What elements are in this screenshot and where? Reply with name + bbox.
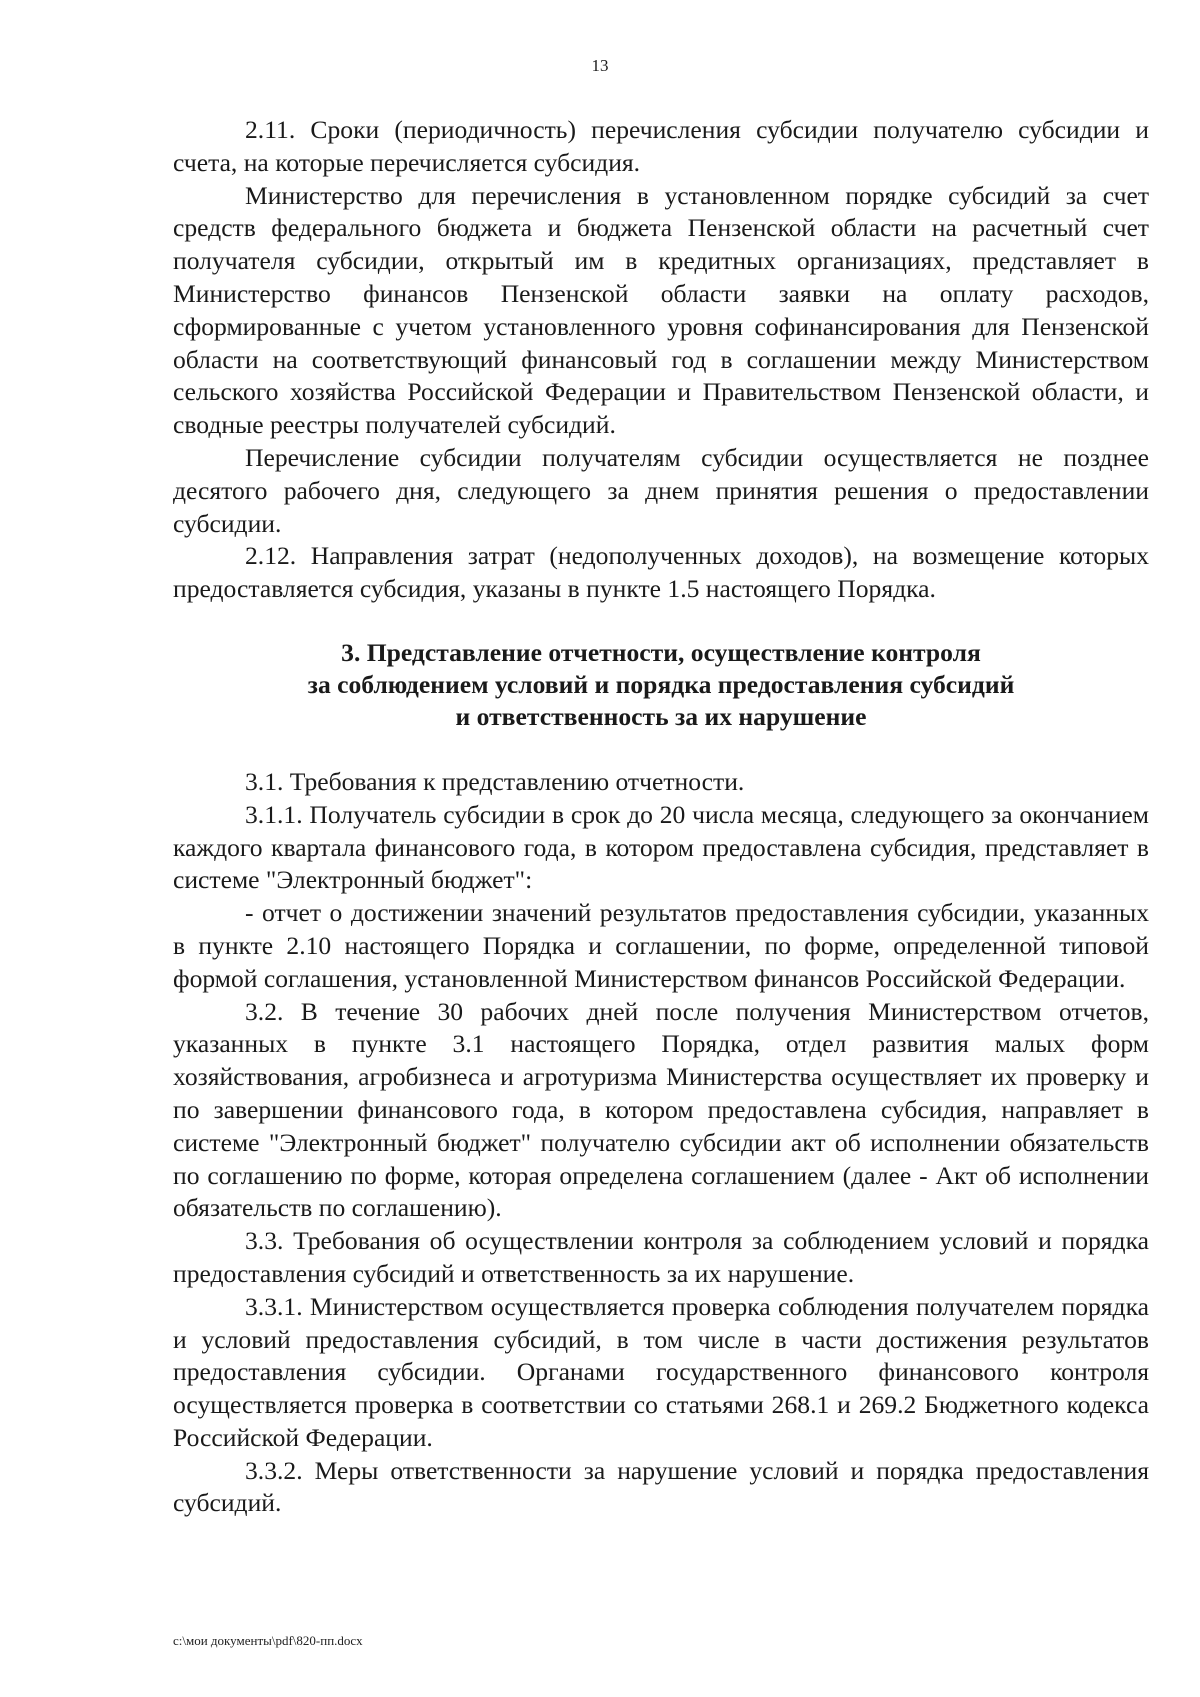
section-3-title xyxy=(173,637,1149,733)
paragraph-3-2: 3.2. В течение 30 рабочих дней после получения Министерством отчетов, указанных в пункте 3.1 настоящего Порядка, отдел развития малых форм хозяйствования, агробизнеса и агротуризма Министерства осуществляет их проверку и по завершении финансового года, в котором предоставлена субсидия, направляет в системе "Электронный бюджет" получателю субсидии акт об исполнении обязательств по соглашению по форме, которая определена соглашением (далее - Акт об исполнении обязательств по соглашению). xyxy=(173,996,1149,1223)
section-title-line-3: и ответственность за их нарушение xyxy=(455,701,867,731)
page-number: 13 xyxy=(591,56,609,75)
paragraph-ministry-transfer: Министерство для перечисления в установленном порядке субсидий за счет средств федерального бюджета и бюджета Пензенской области на расчетный счет получателя субсидии, открытый им в кредитных организациях, представляет в Министерство финансов Пензенской области заявки на оплату расходов, сформированные с учетом установленного уровня софинансирования для Пензенской области на соответствующий финансовый год в соглашении между Министерством сельского хозяйства Российской Федерации и Правительством Пензенской области, и сводные реестры получателей субсидий. xyxy=(173,180,1149,440)
section-title-line-1: 3. Представление отчетности, осуществление контроля xyxy=(341,637,981,667)
paragraph-2-11: 2.11. Сроки (периодичность) перечисления субсидии получателю субсидии и счета, на которые перечисляется субсидия. xyxy=(173,115,1149,177)
footer-file-path: c:\мои документы\pdf\820-пп.docx xyxy=(173,1633,363,1648)
paragraph-3-1: 3.1. Требования к представлению отчетности. xyxy=(245,766,745,796)
paragraph-3-3-1: 3.3.1. Министерством осуществляется проверка соблюдения получателем порядка и условий предоставления субсидий, в том числе в части достижения результатов предоставления субсидии. Органами государственного финансового контроля осуществляется проверка в соответствии со статьями 268.1 и 269.2 Бюджетного кодекса Российской Федерации. xyxy=(173,1291,1149,1452)
paragraph-3-3-2: 3.3.2. Меры ответственности за нарушение условий и порядка предоставления субсидий. xyxy=(173,1455,1149,1518)
document-body xyxy=(173,114,1149,1520)
paragraph-report-item: - отчет о достижении значений результатов предоставления субсидии, указанных в пункте 2.10 настоящего Порядка и соглашении, по форме, определенной типовой формой соглашения, установленной Министерством финансов Российской Федерации. xyxy=(173,898,1149,993)
section-title-line-2: за соблюдением условий и порядка предоставления субсидий xyxy=(307,669,1015,699)
paragraph-transfer-deadline: Перечисление субсидии получателям субсидии осуществляется не позднее десятого рабочего дня, следующего за днем принятия решения о предоставлении субсидии. xyxy=(173,442,1149,538)
paragraph-3-3: 3.3. Требования об осуществлении контроля за соблюдением условий и порядка предоставления субсидий и ответственность за их нарушение. xyxy=(173,1226,1149,1288)
paragraph-2-12: 2.12. Направления затрат (недополученных доходов), на возмещение которых предоставляется субсидия, указаны в пункте 1.5 настоящего Порядка. xyxy=(173,541,1149,604)
paragraph-3-1-1: 3.1.1. Получатель субсидии в срок до 20 числа месяца, следующего за окончанием каждого квартала финансового года, в котором предоставлена субсидия, представляет в системе "Электронный бюджет": xyxy=(173,799,1149,895)
